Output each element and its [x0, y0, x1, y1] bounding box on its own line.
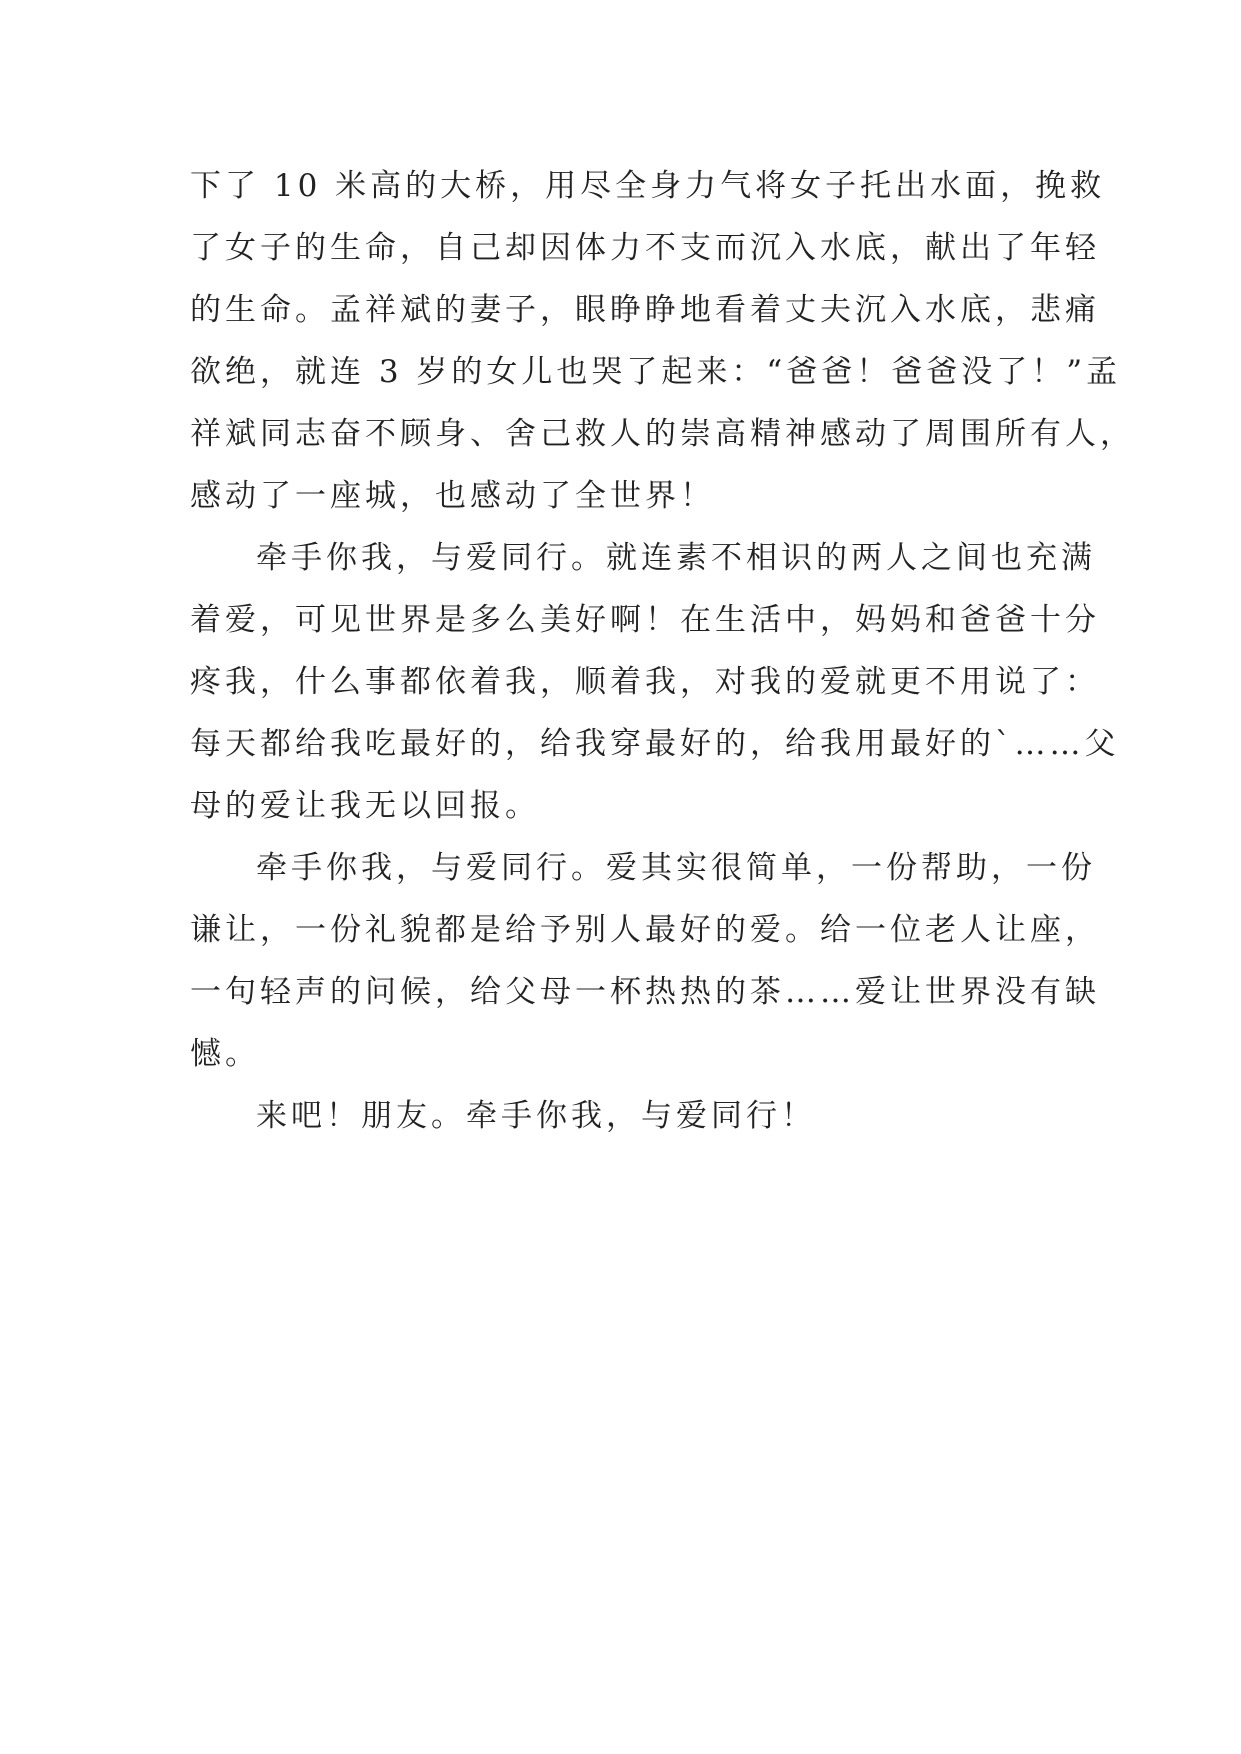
- text-line: 母的爱让我无以回报。: [190, 788, 540, 824]
- text-line: 下了 10 米高的大桥，用尽全身力气将女子托出水面，挽救: [190, 168, 1106, 204]
- text-line: 欲绝，就连 3 岁的女儿也哭了起来：“爸爸！爸爸没了！”孟: [190, 354, 1122, 390]
- text-line: 着爱，可见世界是多么美好啊！在生活中，妈妈和爸爸十分: [190, 602, 1100, 638]
- text-line: 牵手你我，与爱同行。就连素不相识的两人之间也充满: [256, 540, 1096, 576]
- text-line: 了女子的生命，自己却因体力不支而沉入水底，献出了年轻: [190, 230, 1100, 266]
- text-line: 一句轻声的问候，给父母一杯热热的茶……爱让世界没有缺: [190, 974, 1100, 1010]
- text-line: 感动了一座城，也感动了全世界！: [190, 478, 715, 514]
- text-line: 疼我，什么事都依着我，顺着我，对我的爱就更不用说了：: [190, 664, 1100, 700]
- text-line: 牵手你我，与爱同行。爱其实很简单，一份帮助，一份: [256, 850, 1096, 886]
- text-line: 憾。: [190, 1036, 260, 1072]
- text-line: 的生命。孟祥斌的妻子，眼睁睁地看着丈夫沉入水底，悲痛: [190, 292, 1100, 328]
- paragraph-1: [190, 155, 1135, 527]
- document-body: [190, 155, 1135, 1147]
- text-line: 谦让，一份礼貌都是给予别人最好的爱。给一位老人让座，: [190, 912, 1100, 948]
- paragraph-2: [190, 527, 1120, 837]
- text-line: 来吧！朋友。牵手你我，与爱同行！: [256, 1098, 816, 1134]
- text-line: 祥斌同志奋不顾身、舍己救人的崇高精神感动了周围所有人，: [190, 416, 1135, 452]
- text-line: 每天都给我吃最好的，给我穿最好的，给我用最好的`……父: [190, 726, 1120, 762]
- paragraph-3: [190, 837, 1100, 1085]
- paragraph-4: [190, 1085, 1070, 1147]
